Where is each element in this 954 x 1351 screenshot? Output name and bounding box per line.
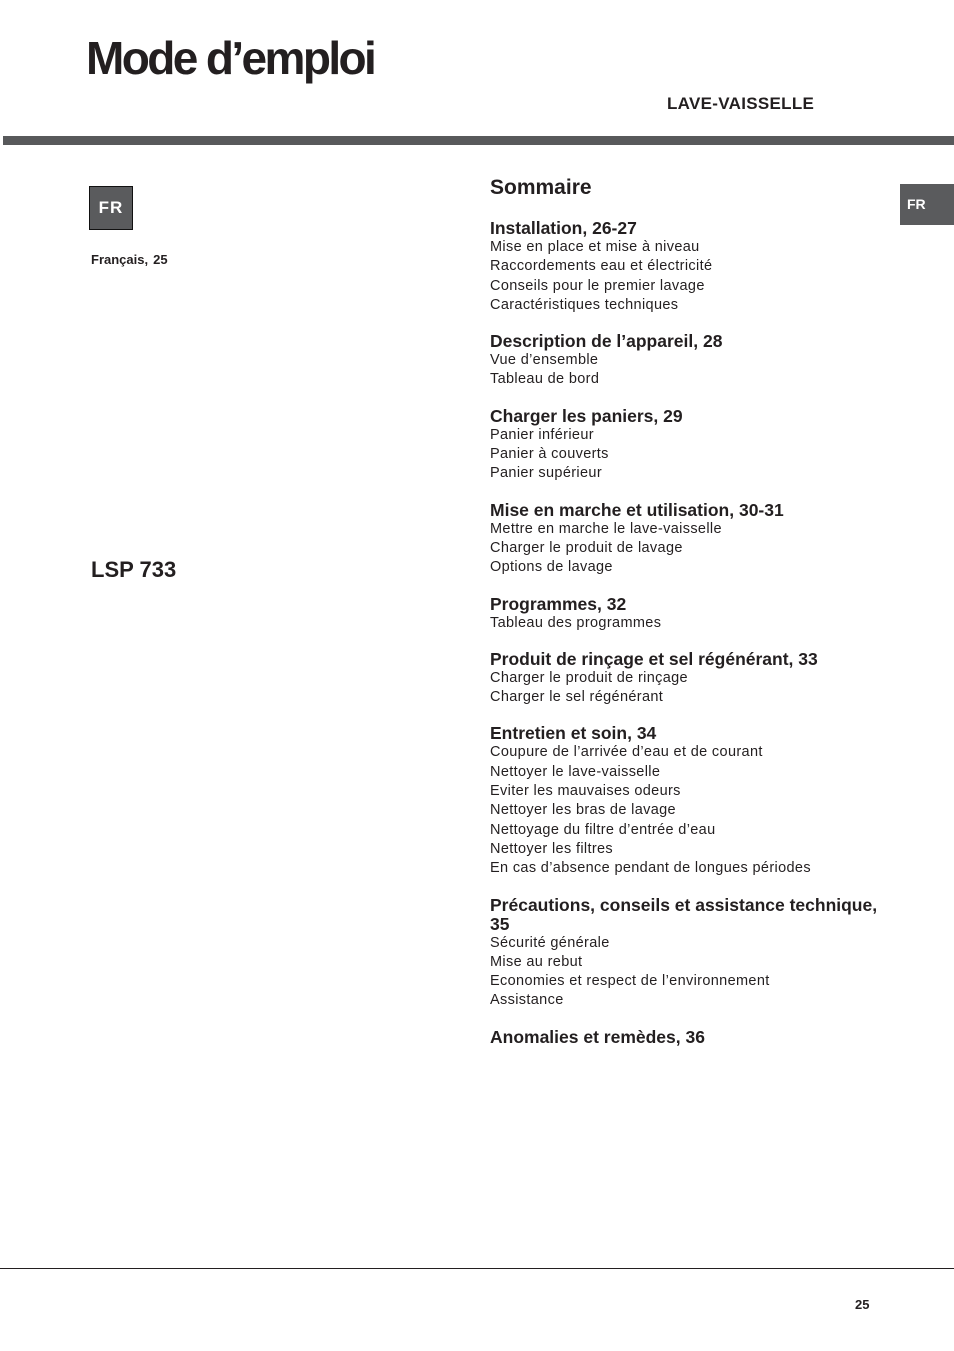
toc-item: Mise au rebut: [490, 953, 583, 970]
toc-section-heading: Description de l’appareil, 28: [490, 331, 723, 352]
toc-item: Charger le produit de lavage: [490, 539, 683, 556]
side-language-tab: FR: [900, 184, 954, 225]
toc-item: Mise en place et mise à niveau: [490, 239, 700, 255]
toc-section: [490, 650, 890, 708]
toc-section-heading: Précautions, conseils et assistance technique, 35: [490, 894, 878, 934]
toc-section: [490, 1028, 890, 1047]
toc-item: Vue d’ensemble: [490, 352, 599, 369]
toc-item: Nettoyer les bras de lavage: [490, 802, 676, 819]
toc-item: Panier à couverts: [490, 446, 609, 463]
toc-item: Nettoyer le lave-vaisselle: [490, 763, 661, 780]
toc-section: [490, 595, 890, 633]
toc-section-heading: Entretien et soin, 34: [490, 723, 657, 744]
product-type: LAVE-VAISSELLE: [667, 94, 815, 113]
toc-section: [490, 896, 890, 1011]
toc-title: Sommaire: [490, 176, 592, 199]
toc-item: Nettoyer les filtres: [490, 840, 614, 857]
toc-item: Panier supérieur: [490, 465, 602, 482]
toc-sections: [490, 219, 890, 1047]
toc-section-heading: Installation, 26-27: [490, 218, 637, 238]
toc-item: Charger le produit de rinçage: [490, 669, 688, 686]
toc-item: Options de lavage: [490, 559, 613, 576]
header-divider-bar: [3, 136, 954, 145]
language-badge: FR: [89, 186, 133, 230]
toc-item: Economies et respect de l’environnement: [490, 973, 770, 990]
model-name: LSP 733: [91, 557, 177, 582]
toc-section-heading: Programmes, 32: [490, 593, 627, 614]
toc-item: Charger le sel régénérant: [490, 689, 664, 706]
toc-section: [490, 407, 890, 484]
toc-item: Tableau des programmes: [490, 614, 662, 631]
toc-item: Sécurité générale: [490, 934, 610, 951]
toc-section: [490, 219, 890, 315]
toc-section-heading: Anomalies et remèdes, 36: [490, 1026, 705, 1047]
toc-item: Mettre en marche le lave-vaisselle: [490, 520, 722, 537]
toc-item: En cas d’absence pendant de longues périodes: [490, 860, 811, 877]
toc-item: Coupure de l’arrivée d’eau et de courant: [490, 744, 763, 761]
toc-item: Eviter les mauvaises odeurs: [490, 783, 681, 800]
toc-section: [490, 501, 890, 578]
toc-section: [490, 724, 890, 878]
page-number: 25: [855, 1297, 870, 1312]
toc-section-heading: Charger les paniers, 29: [490, 405, 683, 426]
toc-section: [490, 332, 890, 390]
language-page: 25: [153, 252, 168, 267]
toc-item: Conseils pour le premier lavage: [490, 277, 705, 294]
page-title: Mode d’emploi: [86, 32, 375, 84]
toc-item: Tableau de bord: [490, 371, 600, 388]
language-index: [91, 252, 168, 267]
toc-item: Caractéristiques techniques: [490, 296, 679, 313]
toc-section-heading: Produit de rinçage et sel régénérant, 33: [490, 648, 818, 669]
toc-item: Raccordements eau et électricité: [490, 258, 713, 275]
toc-section-heading: Mise en marche et utilisation, 30-31: [490, 499, 784, 520]
toc-item: Assistance: [490, 992, 564, 1009]
toc-item: Nettoyage du filtre d’entrée d’eau: [490, 821, 716, 838]
table-of-contents: [490, 175, 890, 1064]
footer-divider: [0, 1268, 954, 1269]
language-name: Français,: [91, 252, 149, 267]
toc-item: Panier inférieur: [490, 426, 594, 443]
